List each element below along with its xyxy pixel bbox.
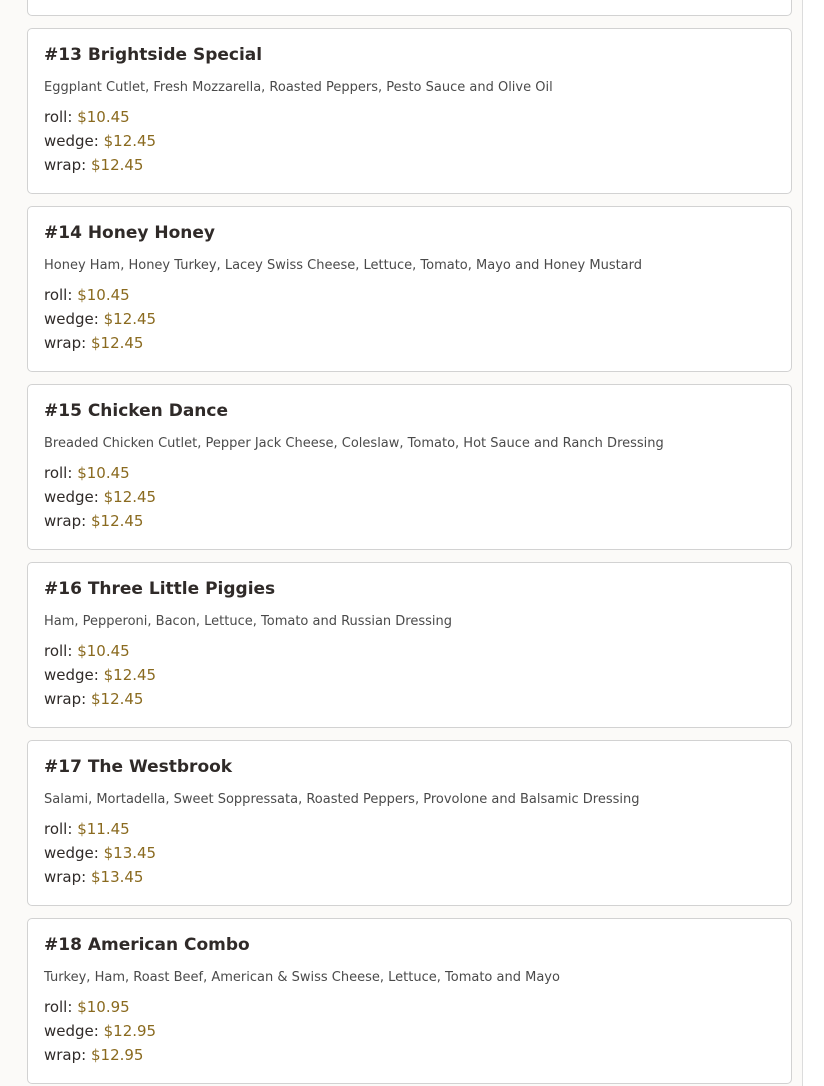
menu-item-title: #16 Three Little Piggies	[44, 579, 276, 599]
price-row-wedge	[44, 844, 156, 862]
price-row-wrap	[44, 334, 143, 352]
price-row-roll	[44, 820, 130, 838]
price-label: wedge:	[44, 1022, 99, 1040]
menu-item-title: #18 American Combo	[44, 935, 250, 955]
price-value: $12.95	[90, 1046, 144, 1064]
price-label: wedge:	[44, 844, 99, 862]
menu-item-title: #14 Honey Honey	[44, 223, 215, 243]
price-value: $10.45	[77, 464, 130, 482]
price-row-roll	[44, 642, 130, 660]
menu-item-card[interactable]	[27, 206, 792, 372]
price-value: $11.45	[77, 820, 130, 838]
price-label: roll:	[44, 642, 73, 660]
price-value: $10.45	[77, 108, 130, 126]
price-label: roll:	[44, 286, 73, 304]
menu-item-title: #15 Chicken Dance	[44, 401, 228, 421]
price-value: $12.45	[103, 310, 157, 328]
menu-item-description: Ham, Pepperoni, Bacon, Lettuce, Tomato and Russian Dressing	[44, 614, 453, 629]
price-label: roll:	[44, 464, 73, 482]
price-value: $13.45	[90, 868, 144, 886]
menu-item-description: Turkey, Ham, Roast Beef, American & Swiss Cheese, Lettuce, Tomato and Mayo	[44, 970, 560, 985]
price-value: $12.45	[90, 512, 144, 530]
price-row-roll	[44, 998, 130, 1016]
price-value: $10.45	[77, 286, 130, 304]
menu-item-description: Breaded Chicken Cutlet, Pepper Jack Cheese, Coleslaw, Tomato, Hot Sauce and Ranch Dressing	[44, 436, 664, 451]
price-label: wedge:	[44, 310, 99, 328]
price-label: wedge:	[44, 666, 99, 684]
price-label: wrap:	[44, 334, 87, 352]
price-value: $12.45	[103, 488, 157, 506]
menu-item-title: #13 Brightside Special	[44, 45, 263, 65]
price-row-wedge	[44, 666, 156, 684]
price-row-roll	[44, 108, 130, 126]
menu-item-card[interactable]	[27, 28, 792, 194]
menu-item-card[interactable]	[27, 740, 792, 906]
price-row-wrap	[44, 868, 143, 886]
price-label: wedge:	[44, 132, 99, 150]
menu-item-card-previous	[27, 0, 792, 16]
price-row-roll	[44, 464, 130, 482]
menu-item-title: #17 The Westbrook	[44, 757, 233, 777]
menu-item-card[interactable]	[27, 918, 792, 1084]
price-value: $12.95	[103, 1022, 157, 1040]
price-label: roll:	[44, 998, 73, 1016]
price-row-wedge	[44, 310, 156, 328]
menu-item-description: Honey Ham, Honey Turkey, Lacey Swiss Cheese, Lettuce, Tomato, Mayo and Honey Mustard	[44, 258, 643, 273]
price-row-wedge	[44, 1022, 156, 1040]
price-label: wrap:	[44, 868, 87, 886]
price-row-wrap	[44, 156, 143, 174]
price-row-wrap	[44, 1046, 143, 1064]
menu-item-description: Salami, Mortadella, Sweet Soppressata, Roasted Peppers, Provolone and Balsamic Dressing	[44, 792, 640, 807]
price-label: wrap:	[44, 156, 87, 174]
price-row-wedge	[44, 132, 156, 150]
price-value: $12.45	[90, 334, 144, 352]
price-value: $12.45	[90, 156, 144, 174]
price-value: $10.45	[77, 642, 130, 660]
price-row-roll	[44, 286, 130, 304]
price-value: $13.45	[103, 844, 157, 862]
price-label: wrap:	[44, 512, 87, 530]
price-label: wrap:	[44, 1046, 87, 1064]
menu-item-card[interactable]	[27, 562, 792, 728]
price-row-wrap	[44, 690, 143, 708]
price-value: $10.95	[77, 998, 130, 1016]
menu-item-description: Eggplant Cutlet, Fresh Mozzarella, Roasted Peppers, Pesto Sauce and Olive Oil	[44, 80, 553, 95]
price-value: $12.45	[90, 690, 144, 708]
price-value: $12.45	[103, 666, 157, 684]
price-label: roll:	[44, 108, 73, 126]
menu-item-card[interactable]	[27, 384, 792, 550]
price-label: roll:	[44, 820, 73, 838]
price-value: $12.45	[103, 132, 157, 150]
price-row-wedge	[44, 488, 156, 506]
price-label: wrap:	[44, 690, 87, 708]
price-row-wrap	[44, 512, 143, 530]
price-label: wedge:	[44, 488, 99, 506]
